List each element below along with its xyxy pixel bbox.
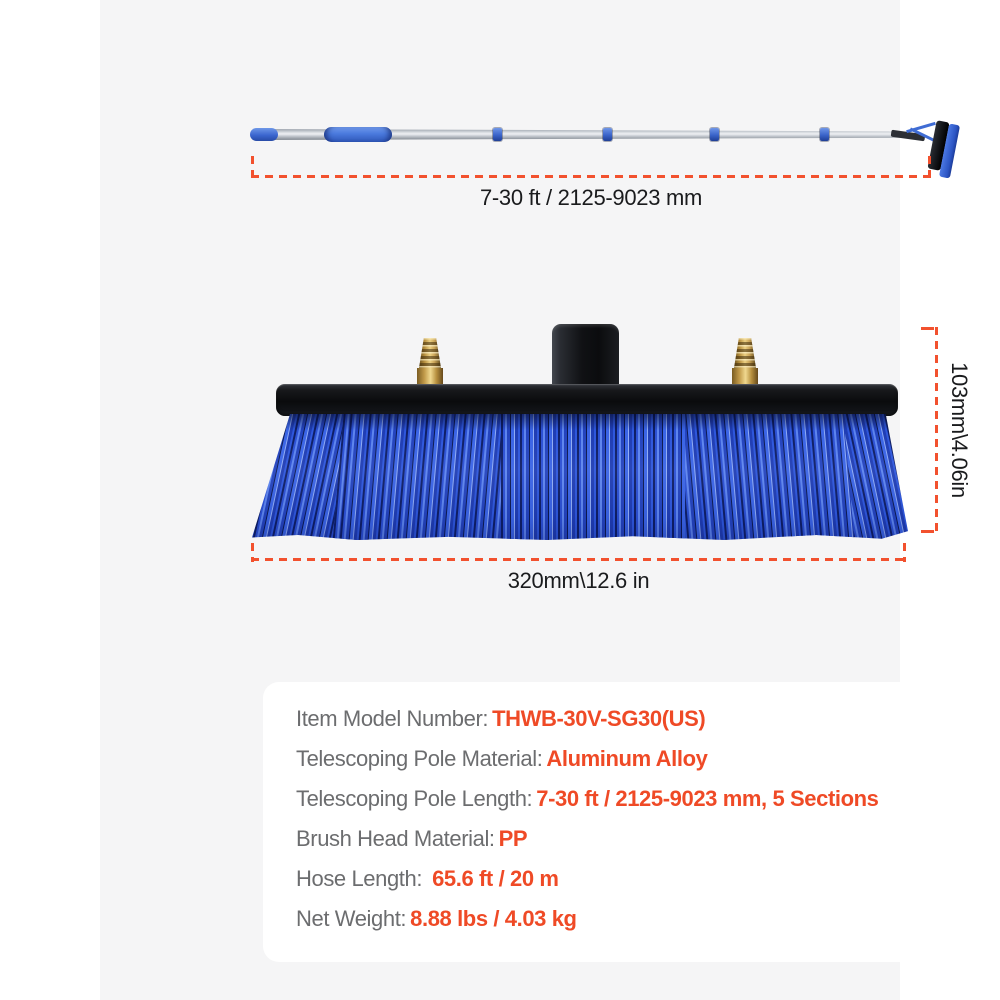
pole-length-dimension-line [251, 175, 931, 178]
spec-value: Aluminum Alloy [546, 746, 708, 771]
pole-end-cap [250, 128, 278, 141]
brass-hose-barb [732, 338, 758, 387]
pole-socket [552, 324, 619, 386]
spec-value: THWB-30V-SG30(US) [492, 706, 706, 731]
brush-bristles [252, 414, 908, 540]
bristle-strands [764, 414, 908, 540]
product-image-panel [100, 0, 972, 1000]
spec-label: Net Weight: [296, 906, 407, 931]
spec-row-hose-length [296, 859, 937, 899]
dimension-corner [921, 327, 934, 330]
spec-label: Hose Length: [296, 866, 423, 891]
barb-ridges [734, 338, 756, 368]
bristle-strands [646, 414, 855, 540]
pole-collar [710, 128, 719, 141]
pole-collar [820, 128, 829, 141]
spec-value: 7-30 ft / 2125-9023 mm, 5 Sections [536, 786, 879, 811]
spec-row-model-number [296, 699, 937, 739]
spec-value: 8.88 lbs / 4.03 kg [410, 906, 577, 931]
bristle-strands [501, 414, 685, 540]
pole-grip [324, 127, 392, 142]
spec-value: 65.6 ft / 20 m [432, 866, 559, 891]
brass-hose-barb [417, 338, 443, 387]
pole-length-label: 7-30 ft / 2125-9023 mm [479, 185, 703, 210]
dimension-corner [921, 530, 934, 533]
spec-label: Item Model Number: [296, 706, 489, 731]
pole-collar [493, 128, 502, 141]
spec-card [263, 682, 937, 962]
brush-head-body [276, 384, 898, 416]
barb-ridges [419, 338, 441, 368]
pole-collar [603, 128, 612, 141]
spec-row-pole-material [296, 739, 937, 779]
spec-value: PP [498, 826, 528, 851]
bristle-strands [332, 414, 541, 540]
head-width-label: 320mm\12.6 in [507, 568, 650, 593]
head-height-label: 103mm\4.06in [947, 362, 972, 498]
spec-row-net-weight [296, 899, 937, 939]
spec-row-pole-length [296, 779, 937, 819]
spec-label: Telescoping Pole Length: [296, 786, 533, 811]
spec-label: Brush Head Material: [296, 826, 495, 851]
bristle-strands [252, 414, 396, 540]
head-width-dimension-line [251, 558, 906, 561]
spec-row-head-material [296, 819, 937, 859]
spec-label: Telescoping Pole Material: [296, 746, 543, 771]
